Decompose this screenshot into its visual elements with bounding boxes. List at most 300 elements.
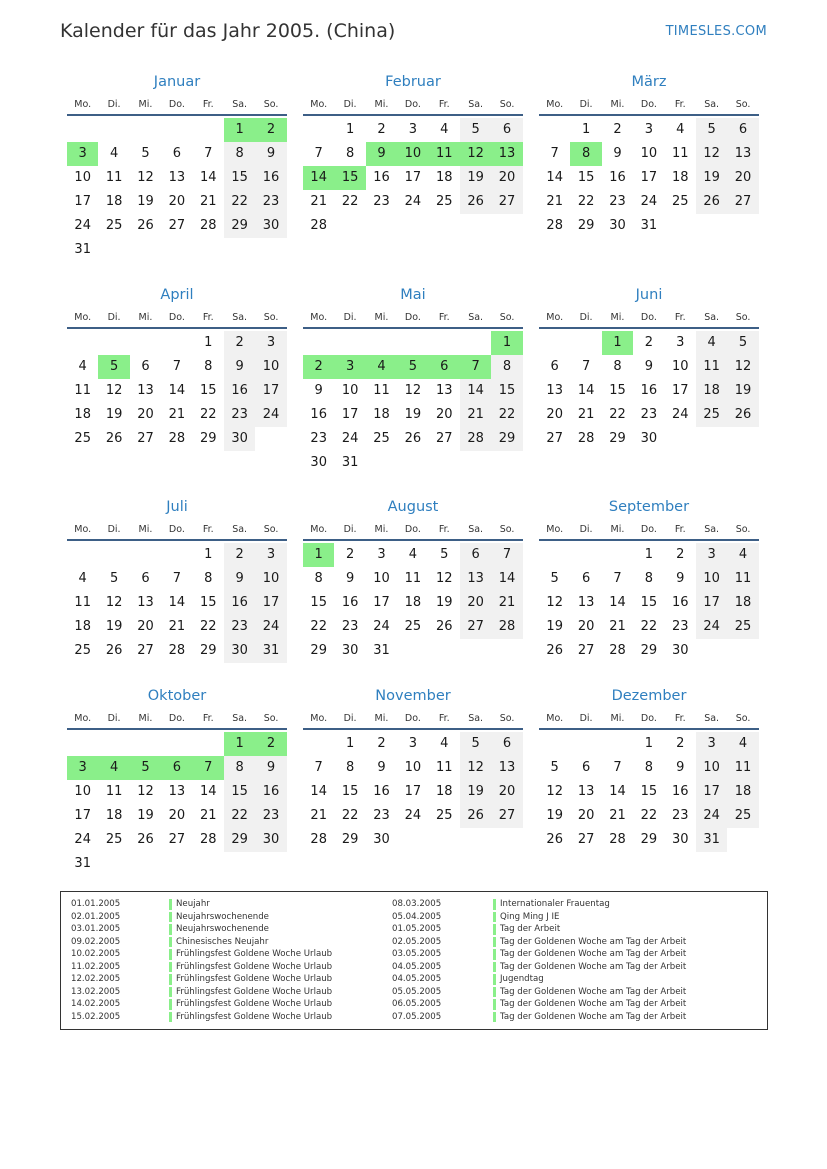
month-name: Oktober [147,688,207,704]
weekday-label: Mi. [374,524,389,535]
day-cell: 11 [105,784,123,799]
weekday-label: Sa. [468,312,484,323]
weekday-label: Di. [343,312,357,323]
day-cell: 10 [74,784,91,799]
weekday-header [67,712,287,730]
weekday-label: Mo. [310,312,328,323]
weekday-label: Fr. [202,524,214,535]
day-cell: 7 [613,760,622,775]
day-cell: 30 [255,828,286,852]
day-cell: 6 [460,543,491,567]
day-cell: 2 [224,543,255,567]
day-cell: 3 [377,547,386,562]
day-cell: 25 [727,804,758,828]
day-cell: 20 [727,166,758,190]
day-cell: 25 [74,643,91,658]
weekday-label: Di. [579,312,593,323]
day-cell: 12 [696,142,727,166]
day-cell: 30 [373,832,390,847]
weekday-header [539,311,759,329]
day-cell: 28 [199,832,217,847]
holiday-date: 01.05.2005 [392,924,442,934]
month-9 [539,497,759,663]
day-cell: 22 [199,407,217,422]
day-cell: 4 [408,547,417,562]
day-cell: 24 [696,615,727,639]
day-cell: 6 [141,571,150,586]
holiday-day-cell: 1 [602,331,633,355]
weekday-label: Do. [404,99,421,110]
day-cell: 13 [137,383,154,398]
day-cell: 16 [341,595,359,610]
weekday-label: Do. [404,713,421,724]
holiday-date: 04.05.2005 [392,974,442,984]
weekday-label: Fr. [438,713,450,724]
weekday-label: Mi. [374,312,389,323]
day-cell: 27 [137,643,154,658]
weekday-header [67,98,287,116]
day-cell: 15 [224,166,255,190]
weekday-label: Sa. [468,713,484,724]
day-cell: 31 [255,639,286,663]
day-cell: 10 [671,359,689,374]
weekday-label: Sa. [704,312,720,323]
day-cell: 8 [224,756,255,780]
day-cell: 19 [546,808,563,823]
day-cell: 27 [491,190,522,214]
holiday-day-cell: 1 [224,732,255,756]
day-cell: 4 [78,359,87,374]
holiday-marker-icon [493,949,496,960]
empty-day-cell [539,732,570,756]
day-cell: 19 [404,407,422,422]
day-cell: 26 [727,403,758,427]
day-cell: 20 [168,808,186,823]
day-cell: 18 [435,784,453,799]
weekday-label: Fr. [202,713,214,724]
day-cell: 27 [168,218,186,233]
day-cell: 30 [341,643,359,658]
holiday-name: Tag der Goldenen Woche am Tag der Arbeit [500,999,687,1009]
empty-day-cell [67,732,98,756]
weekday-label: Mi. [374,713,389,724]
day-cell: 12 [137,170,154,185]
day-cell: 7 [204,146,213,161]
day-cell: 23 [255,804,286,828]
month-4 [67,285,287,451]
day-cell: 13 [460,567,491,591]
holiday-marker-icon [169,962,172,973]
day-cell: 29 [224,214,255,238]
day-cell: 20 [491,166,522,190]
day-cell: 28 [609,832,626,847]
day-cell: 28 [199,218,217,233]
day-grid [67,732,287,876]
day-cell: 27 [577,643,595,658]
holiday-name: Tag der Goldenen Woche am Tag der Arbeit [500,1011,687,1022]
day-cell: 17 [696,591,727,615]
holiday-name: Neujahrswochenende [176,911,269,922]
day-cell: 13 [577,784,595,799]
day-cell: 17 [74,194,91,209]
weekday-label: Mo. [546,312,564,323]
day-cell: 28 [577,431,595,446]
month-11 [303,686,523,852]
day-cell: 29 [640,643,658,658]
day-cell: 26 [460,190,491,214]
day-cell: 9 [676,760,685,775]
day-cell: 20 [577,619,595,634]
day-cell: 13 [137,595,154,610]
weekday-label: Fr. [674,312,686,323]
day-cell: 11 [105,170,123,185]
weekday-label: So. [499,312,515,323]
site-link[interactable]: TIMESLES.COM [665,24,767,39]
day-cell: 16 [255,166,286,190]
day-cell: 16 [640,383,658,398]
day-cell: 28 [460,427,491,451]
day-cell: 8 [224,142,255,166]
day-cell: 21 [199,808,217,823]
day-cell: 12 [137,784,154,799]
holiday-day-cell: 5 [130,756,161,780]
weekday-header [67,523,287,541]
day-cell: 10 [696,567,727,591]
weekday-label: So. [735,99,751,110]
day-cell: 17 [404,170,422,185]
day-cell: 10 [341,383,359,398]
day-cell: 12 [727,355,758,379]
day-grid [539,331,759,451]
day-cell: 26 [137,218,154,233]
holiday-date: 08.03.2005 [392,899,442,909]
day-cell: 29 [199,643,217,658]
day-cell: 11 [373,383,390,398]
day-cell: 29 [341,832,359,847]
day-cell: 6 [550,359,559,374]
empty-day-cell [193,732,224,756]
day-cell: 7 [491,543,522,567]
weekday-label: Fr. [438,99,450,110]
holiday-name: Qing Ming J IE [500,911,560,922]
holiday-date: 03.01.2005 [71,924,121,934]
month-5 [303,285,523,475]
day-cell: 1 [204,547,213,562]
day-cell: 29 [609,431,626,446]
day-cell: 30 [224,639,255,663]
month-name: Juli [166,499,188,515]
day-cell: 24 [671,407,689,422]
day-cell: 30 [671,643,689,658]
day-cell: 25 [435,194,453,209]
day-cell: 26 [546,643,563,658]
day-cell: 1 [644,736,653,751]
holiday-day-cell: 2 [303,355,334,379]
day-cell: 20 [137,407,154,422]
day-cell: 26 [137,832,154,847]
weekday-label: Do. [404,524,421,535]
day-grid [539,118,759,238]
day-cell: 16 [609,170,626,185]
day-cell: 8 [314,571,323,586]
day-cell: 14 [199,784,217,799]
day-cell: 6 [491,118,522,142]
day-cell: 18 [373,407,390,422]
month-name: März [631,74,667,90]
day-cell: 14 [577,383,595,398]
day-cell: 22 [577,194,595,209]
day-cell: 2 [377,736,386,751]
holiday-day-cell: 4 [366,355,397,379]
day-cell: 21 [491,591,522,615]
day-cell: 3 [696,732,727,756]
empty-day-cell [98,732,129,756]
day-cell: 14 [168,595,186,610]
day-cell: 22 [609,407,626,422]
day-grid [539,543,759,663]
day-cell: 15 [640,784,658,799]
day-cell: 21 [546,194,563,209]
day-cell: 23 [373,808,390,823]
day-cell: 24 [255,615,286,639]
day-cell: 7 [581,359,591,374]
day-cell: 5 [460,732,491,756]
day-cell: 19 [105,619,123,634]
day-cell: 21 [310,194,327,209]
day-cell: 24 [404,194,422,209]
day-cell: 9 [676,571,685,586]
weekday-label: Fr. [674,524,686,535]
empty-day-cell [539,331,570,355]
day-cell: 27 [727,190,758,214]
day-cell: 12 [105,383,123,398]
month-name: Dezember [611,688,687,704]
day-cell: 8 [345,146,355,161]
day-cell: 30 [640,431,658,446]
empty-day-cell [98,118,129,142]
weekday-header [303,712,523,730]
day-cell: 10 [404,760,422,775]
holiday-date: 15.02.2005 [71,1011,121,1022]
day-cell: 21 [609,808,626,823]
day-cell: 9 [345,571,355,586]
day-cell: 14 [168,383,186,398]
day-cell: 15 [224,780,255,804]
day-cell: 23 [224,615,255,639]
holiday-name: Frühlingsfest Goldene Woche Urlaub [176,949,333,959]
day-cell: 13 [546,383,563,398]
day-cell: 21 [168,407,186,422]
holiday-day-cell: 3 [334,355,365,379]
day-cell: 16 [671,784,689,799]
day-cell: 4 [727,732,758,756]
empty-day-cell [303,732,334,756]
day-cell: 22 [341,808,359,823]
holiday-day-cell: 9 [366,142,397,166]
day-cell: 22 [224,804,255,828]
holiday-name: Frühlingsfest Goldene Woche Urlaub [176,999,333,1009]
day-cell: 28 [491,615,522,639]
weekday-label: So. [499,99,515,110]
weekday-label: Mo. [74,713,92,724]
weekday-label: Di. [343,99,357,110]
holiday-day-cell: 1 [224,118,255,142]
weekday-label: Mi. [138,99,153,110]
day-cell: 3 [408,122,417,137]
day-cell: 17 [640,170,658,185]
day-cell: 18 [671,170,689,185]
holiday-name: Tag der Arbeit [500,924,561,934]
empty-day-cell [460,331,491,355]
day-cell: 8 [613,359,622,374]
holiday-marker-icon [493,1012,496,1023]
weekday-label: Mi. [610,99,625,110]
day-cell: 21 [310,808,327,823]
day-cell: 20 [546,407,563,422]
day-cell: 8 [644,571,653,586]
day-cell: 24 [255,403,286,427]
weekday-label: Di. [579,524,593,535]
empty-day-cell [130,331,161,355]
holiday-date: 05.05.2005 [392,986,442,997]
day-cell: 5 [727,331,758,355]
weekday-label: Di. [343,524,357,535]
day-cell: 18 [74,407,91,422]
day-cell: 13 [168,170,186,185]
day-cell: 15 [577,170,595,185]
day-cell: 27 [577,832,595,847]
month-10 [67,686,287,876]
month-3 [539,72,759,238]
day-cell: 16 [373,170,390,185]
day-cell: 17 [671,383,689,398]
day-cell: 21 [199,194,217,209]
weekday-label: Fr. [674,713,686,724]
day-cell: 31 [696,828,727,852]
day-cell: 21 [168,619,186,634]
day-cell: 7 [550,146,559,161]
empty-day-cell [161,118,192,142]
weekday-header [303,311,523,329]
day-cell: 26 [696,190,727,214]
day-cell: 3 [408,736,417,751]
weekday-label: Do. [640,99,657,110]
holiday-date: 02.05.2005 [392,936,442,947]
day-cell: 27 [491,804,522,828]
weekday-label: Mo. [310,99,328,110]
weekday-label: Fr. [202,312,214,323]
holiday-marker-icon [169,924,172,935]
holiday-marker-icon [169,949,172,960]
empty-day-cell [67,543,98,567]
weekday-label: Sa. [468,524,484,535]
day-grid [539,732,759,852]
day-cell: 4 [440,122,449,137]
day-cell: 25 [105,832,123,847]
day-cell: 2 [224,331,255,355]
holiday-day-cell: 3 [67,142,98,166]
day-cell: 21 [609,619,626,634]
day-cell: 11 [727,756,758,780]
day-cell: 12 [546,784,563,799]
day-cell: 14 [199,170,217,185]
weekday-label: So. [263,713,279,724]
day-cell: 10 [74,170,91,185]
weekday-label: Do. [640,524,657,535]
empty-day-cell [161,543,192,567]
empty-day-cell [130,118,161,142]
weekday-label: Mi. [374,99,389,110]
weekday-label: Sa. [232,524,248,535]
day-cell: 27 [168,832,186,847]
holiday-date: 02.01.2005 [71,911,121,922]
weekday-label: Do. [640,713,657,724]
weekday-label: Mo. [310,524,328,535]
day-cell: 30 [255,214,286,238]
day-cell: 7 [314,760,323,775]
holiday-date: 14.02.2005 [71,999,121,1009]
empty-day-cell [303,331,334,355]
day-cell: 27 [460,615,491,639]
day-grid [303,118,523,238]
page-title: Kalender für das Jahr 2005. (China) [60,20,396,42]
empty-day-cell [429,331,460,355]
day-cell: 2 [345,547,355,562]
holiday-marker-icon [169,974,172,985]
day-grid [303,331,523,475]
holiday-name: Frühlingsfest Goldene Woche Urlaub [176,1011,333,1022]
day-cell: 11 [404,571,422,586]
weekday-label: Mo. [74,524,92,535]
weekday-label: Sa. [232,99,248,110]
weekday-label: Mi. [138,713,153,724]
weekday-label: So. [499,524,515,535]
day-cell: 25 [727,615,758,639]
weekday-label: So. [735,713,751,724]
day-cell: 29 [577,218,595,233]
empty-day-cell [98,331,129,355]
weekday-label: Di. [343,713,357,724]
holiday-date: 12.02.2005 [71,974,121,984]
holiday-day-cell: 4 [98,756,129,780]
day-cell: 8 [491,355,522,379]
day-cell: 15 [640,595,658,610]
day-cell: 25 [404,619,422,634]
day-cell: 7 [172,359,181,374]
holiday-marker-icon [169,899,172,910]
day-cell: 21 [460,403,491,427]
month-12 [539,686,759,852]
holiday-name: Frühlingsfest Goldene Woche Urlaub [176,974,333,984]
day-cell: 6 [141,359,150,374]
day-cell: 26 [105,431,123,446]
day-grid [303,543,523,663]
weekday-label: So. [263,99,279,110]
day-cell: 31 [74,242,91,257]
holiday-marker-icon [169,999,172,1010]
holiday-day-cell: 14 [303,166,334,190]
day-cell: 20 [435,407,453,422]
empty-day-cell [67,331,98,355]
empty-day-cell [602,543,633,567]
day-grid [303,732,523,852]
holiday-marker-icon [493,987,496,998]
holiday-date: 09.02.2005 [71,936,121,947]
day-cell: 25 [105,218,123,233]
holiday-name: Jugendtag [500,974,544,984]
weekday-header [303,98,523,116]
day-cell: 23 [310,431,327,446]
